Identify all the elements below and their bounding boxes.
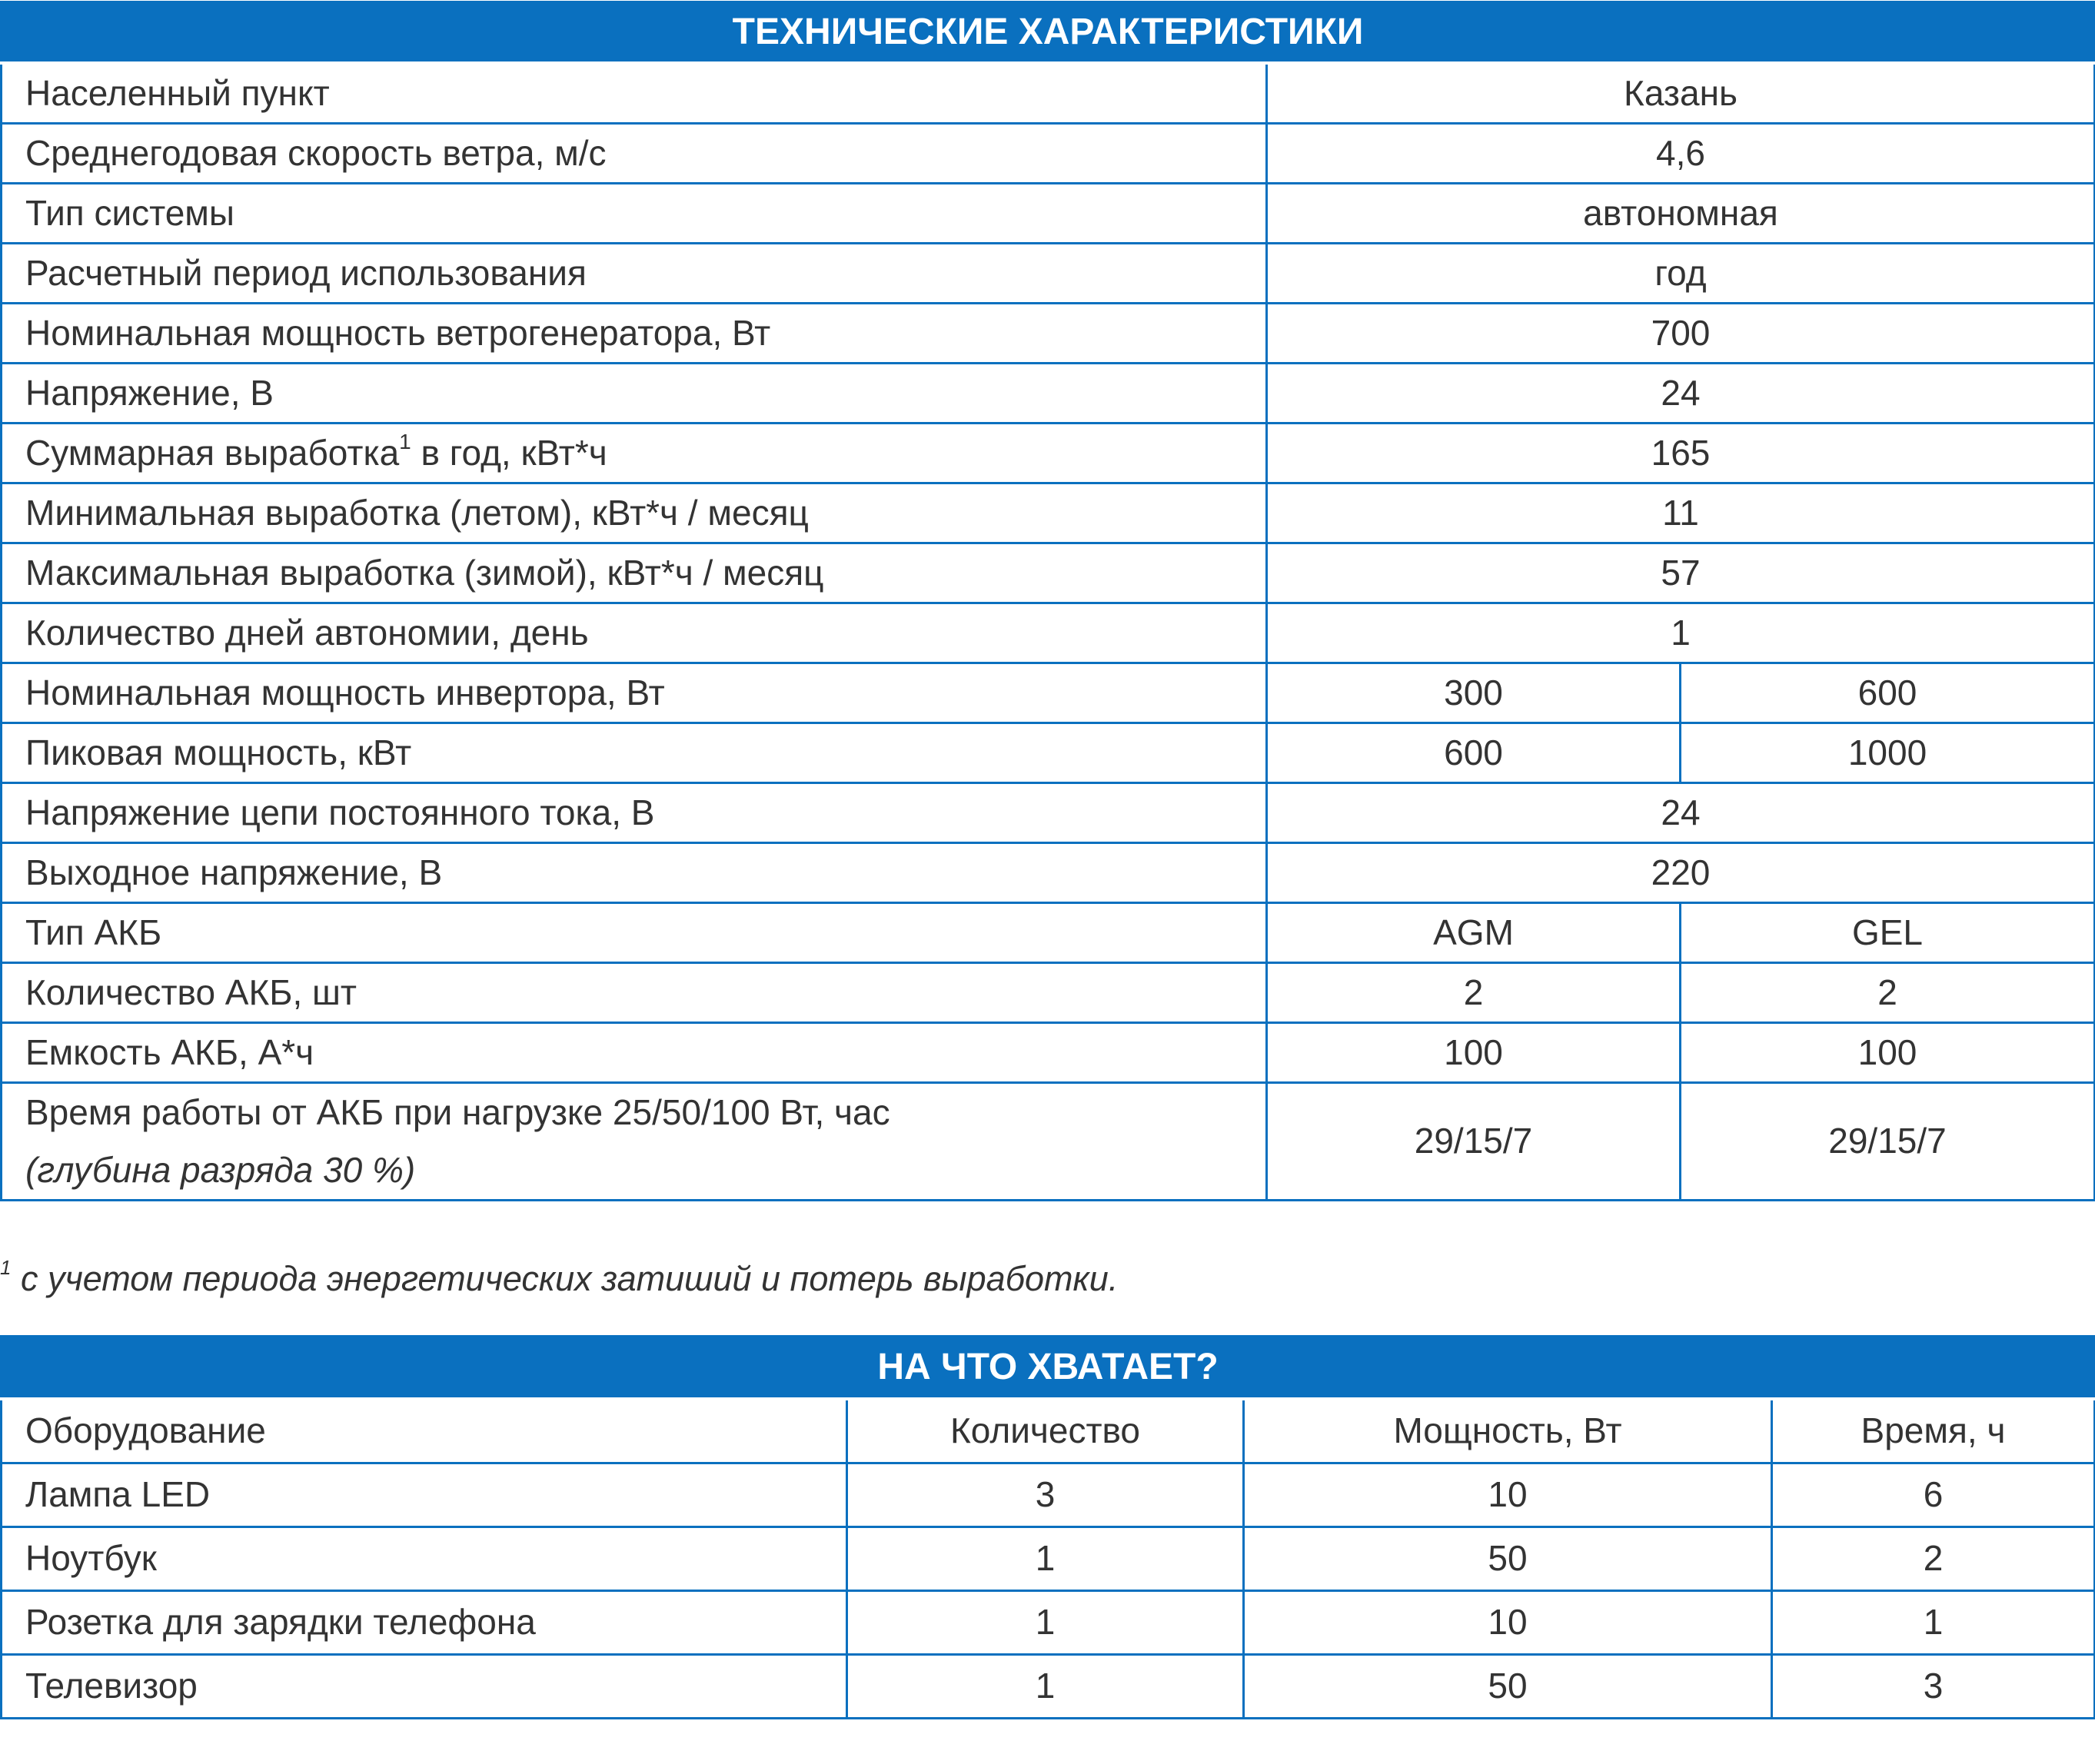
- row-value: Казань: [1267, 63, 2095, 124]
- footnote-marker: 1: [399, 429, 411, 453]
- row-value: 220: [1267, 843, 2095, 903]
- label-note: (глубина разряда 30 %): [25, 1150, 416, 1190]
- row-value: автономная: [1267, 184, 2095, 244]
- row-label: Тип системы: [2, 184, 1267, 244]
- footnote-marker: 1: [0, 1256, 12, 1279]
- table-row: [2, 364, 2095, 424]
- time-cell: 1: [1772, 1591, 2095, 1655]
- tech-specs-title: ТЕХНИЧЕСКИЕ ХАРАКТЕРИСТИКИ: [2, 2, 2095, 64]
- row-value-2: 2: [1681, 963, 2095, 1023]
- table-row: [2, 244, 2095, 304]
- column-header: Время, ч: [1772, 1399, 2095, 1463]
- row-label: Тип АКБ: [2, 903, 1267, 963]
- row-value-2: GEL: [1681, 903, 2095, 963]
- row-value-1: 2: [1267, 963, 1681, 1023]
- row-value: 4,6: [1267, 124, 2095, 184]
- row-value-1: 600: [1267, 723, 1681, 783]
- table-row: [2, 124, 2095, 184]
- row-label: Количество АКБ, шт: [2, 963, 1267, 1023]
- table-row: [2, 424, 2095, 483]
- table-row: [2, 663, 2095, 723]
- table-row: [2, 843, 2095, 903]
- row-value-2: 29/15/7: [1681, 1083, 2095, 1201]
- table-row: [2, 603, 2095, 663]
- row-value: 700: [1267, 304, 2095, 364]
- equipment-cell: Телевизор: [2, 1655, 847, 1719]
- label-text: Время работы от АКБ при нагрузке 25/50/100 Вт, час: [25, 1092, 890, 1132]
- power-cell: 10: [1244, 1463, 1772, 1527]
- row-value: 57: [1267, 543, 2095, 603]
- column-header: Количество: [847, 1399, 1244, 1463]
- row-label: Населенный пункт: [2, 63, 1267, 124]
- quantity-cell: 1: [847, 1655, 1244, 1719]
- row-label: Выходное напряжение, В: [2, 843, 1267, 903]
- table-header-row: [2, 1399, 2095, 1463]
- row-label: [2, 1083, 1267, 1201]
- table-row: [2, 723, 2095, 783]
- row-value: 24: [1267, 783, 2095, 843]
- table-row: [2, 1023, 2095, 1083]
- quantity-cell: 1: [847, 1527, 1244, 1591]
- equipment-cell: Ноутбук: [2, 1527, 847, 1591]
- table-row: [2, 483, 2095, 543]
- quantity-cell: 1: [847, 1591, 1244, 1655]
- column-header: Оборудование: [2, 1399, 847, 1463]
- row-label: Пиковая мощность, кВт: [2, 723, 1267, 783]
- row-value-1: 300: [1267, 663, 1681, 723]
- label-text: в год, кВт*ч: [411, 432, 607, 473]
- row-value: 1: [1267, 603, 2095, 663]
- table-row: [2, 1083, 2095, 1201]
- time-cell: 3: [1772, 1655, 2095, 1719]
- row-value-2: 1000: [1681, 723, 2095, 783]
- power-cell: 50: [1244, 1655, 1772, 1719]
- label-text: Суммарная выработка: [25, 432, 400, 473]
- table-row: [2, 184, 2095, 244]
- table-row: [2, 63, 2095, 124]
- row-value: год: [1267, 244, 2095, 304]
- row-label: Номинальная мощность инвертора, Вт: [2, 663, 1267, 723]
- table-row: [2, 1591, 2095, 1655]
- time-cell: 6: [1772, 1463, 2095, 1527]
- column-header: Мощность, Вт: [1244, 1399, 1772, 1463]
- table-row: [2, 543, 2095, 603]
- row-value-2: 600: [1681, 663, 2095, 723]
- table-row: [2, 783, 2095, 843]
- usage-title: НА ЧТО ХВАТАЕТ?: [2, 1337, 2095, 1400]
- row-value-1: AGM: [1267, 903, 1681, 963]
- row-value: 11: [1267, 483, 2095, 543]
- time-cell: 2: [1772, 1527, 2095, 1591]
- table-row: [2, 1527, 2095, 1591]
- equipment-cell: Лампа LED: [2, 1463, 847, 1527]
- table-row: [2, 963, 2095, 1023]
- row-label: Среднегодовая скорость ветра, м/с: [2, 124, 1267, 184]
- row-value-2: 100: [1681, 1023, 2095, 1083]
- row-value-1: 29/15/7: [1267, 1083, 1681, 1201]
- power-cell: 50: [1244, 1527, 1772, 1591]
- equipment-cell: Розетка для зарядки телефона: [2, 1591, 847, 1655]
- row-label: Емкость АКБ, А*ч: [2, 1023, 1267, 1083]
- table-row: [2, 1463, 2095, 1527]
- row-label: [2, 424, 1267, 483]
- row-value: 24: [1267, 364, 2095, 424]
- row-value-1: 100: [1267, 1023, 1681, 1083]
- usage-table: [0, 1335, 2095, 1719]
- row-label: Минимальная выработка (летом), кВт*ч / месяц: [2, 483, 1267, 543]
- row-label: Номинальная мощность ветрогенератора, Вт: [2, 304, 1267, 364]
- row-value: 165: [1267, 424, 2095, 483]
- footnote: [0, 1256, 1119, 1299]
- table-row: [2, 304, 2095, 364]
- table-row: [2, 903, 2095, 963]
- row-label: Напряжение, В: [2, 364, 1267, 424]
- row-label: Количество дней автономии, день: [2, 603, 1267, 663]
- row-label: Напряжение цепи постоянного тока, В: [2, 783, 1267, 843]
- table-row: [2, 1655, 2095, 1719]
- quantity-cell: 3: [847, 1463, 1244, 1527]
- row-label: Расчетный период использования: [2, 244, 1267, 304]
- footnote-text: с учетом периода энергетических затиший и потерь выработки.: [11, 1259, 1119, 1298]
- row-label: Максимальная выработка (зимой), кВт*ч / месяц: [2, 543, 1267, 603]
- tech-specs-table: [0, 1, 2095, 1201]
- power-cell: 10: [1244, 1591, 1772, 1655]
